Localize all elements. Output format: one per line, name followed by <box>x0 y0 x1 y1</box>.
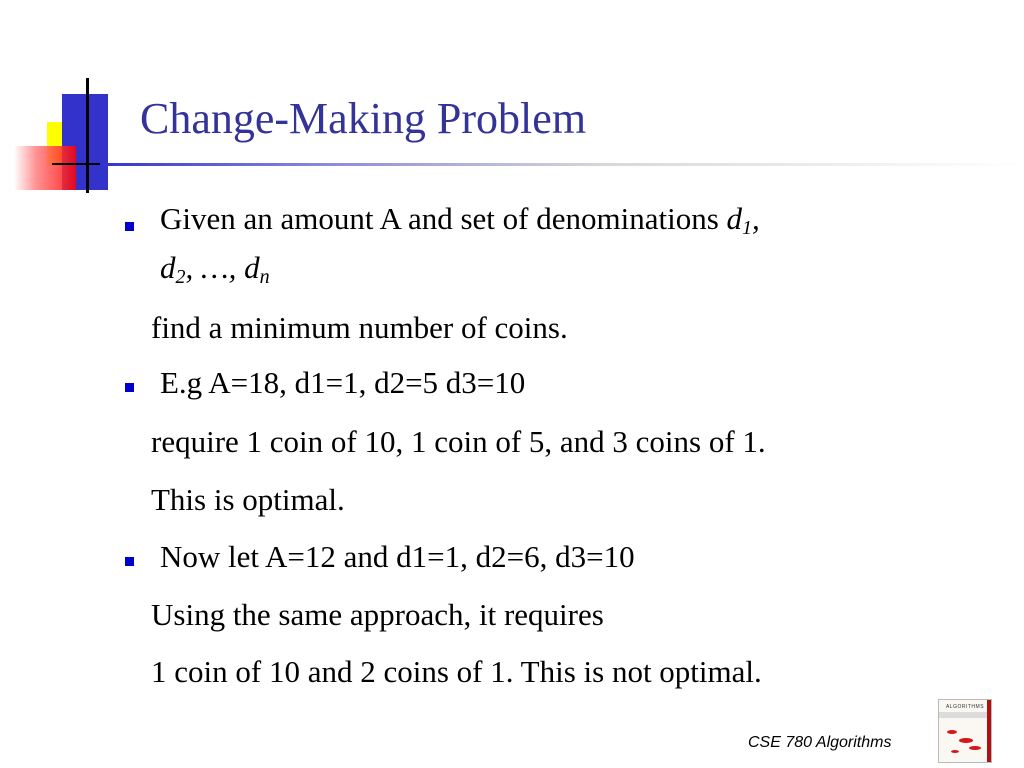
bullet-2-line-2: require 1 coin of 10, 1 coin of 5, and 3 coins of 1. <box>151 424 766 459</box>
book-cover-title: ALGORITHMS <box>945 704 985 710</box>
denomination-dn: d <box>244 250 260 285</box>
ellipsis: , …, <box>185 250 245 285</box>
denomination-d2: d <box>160 250 176 285</box>
book-cover-mark <box>969 746 981 750</box>
bullet-1-line-3: find a minimum number of coins. <box>151 310 568 345</box>
decor-horizontal-line <box>52 163 105 165</box>
bullet-2-line-3: This is optimal. <box>151 482 345 517</box>
book-cover-spine <box>987 700 991 762</box>
bullet-1-line-1 <box>160 201 760 239</box>
comma: , <box>752 201 760 236</box>
bullet-3-line-3: 1 coin of 10 and 2 coins of 1. This is not optimal. <box>151 654 762 689</box>
bullet-2-line-1: E.g A=18, d1=1, d2=5 d3=10 <box>160 365 526 400</box>
book-cover-mark <box>951 750 959 753</box>
title-underline <box>100 163 1024 166</box>
book-cover-band <box>939 712 991 718</box>
book-cover-mark <box>947 730 957 734</box>
bullet-1-text: Given an amount A and set of denominations <box>160 201 727 236</box>
denomination-d1: d <box>726 201 743 236</box>
decor-red-square <box>14 146 76 190</box>
subscript-1: 1 <box>742 217 753 239</box>
bullet-3-line-2: Using the same approach, it requires <box>151 597 604 632</box>
bullet-3-marker <box>125 557 134 566</box>
subscript-n: n <box>259 266 270 288</box>
book-cover-thumbnail <box>938 699 992 763</box>
footer-course-label: CSE 780 Algorithms <box>748 734 892 751</box>
slide-title: Change-Making Problem <box>140 94 587 143</box>
book-cover-mark <box>959 738 973 743</box>
decor-vertical-line <box>86 78 89 193</box>
subscript-2: 2 <box>175 266 186 288</box>
bullet-1-marker <box>125 222 134 231</box>
bullet-2-marker <box>125 383 134 392</box>
bullet-1-line-2 <box>160 250 270 288</box>
bullet-3-line-1: Now let A=12 and d1=1, d2=6, d3=10 <box>160 539 635 574</box>
